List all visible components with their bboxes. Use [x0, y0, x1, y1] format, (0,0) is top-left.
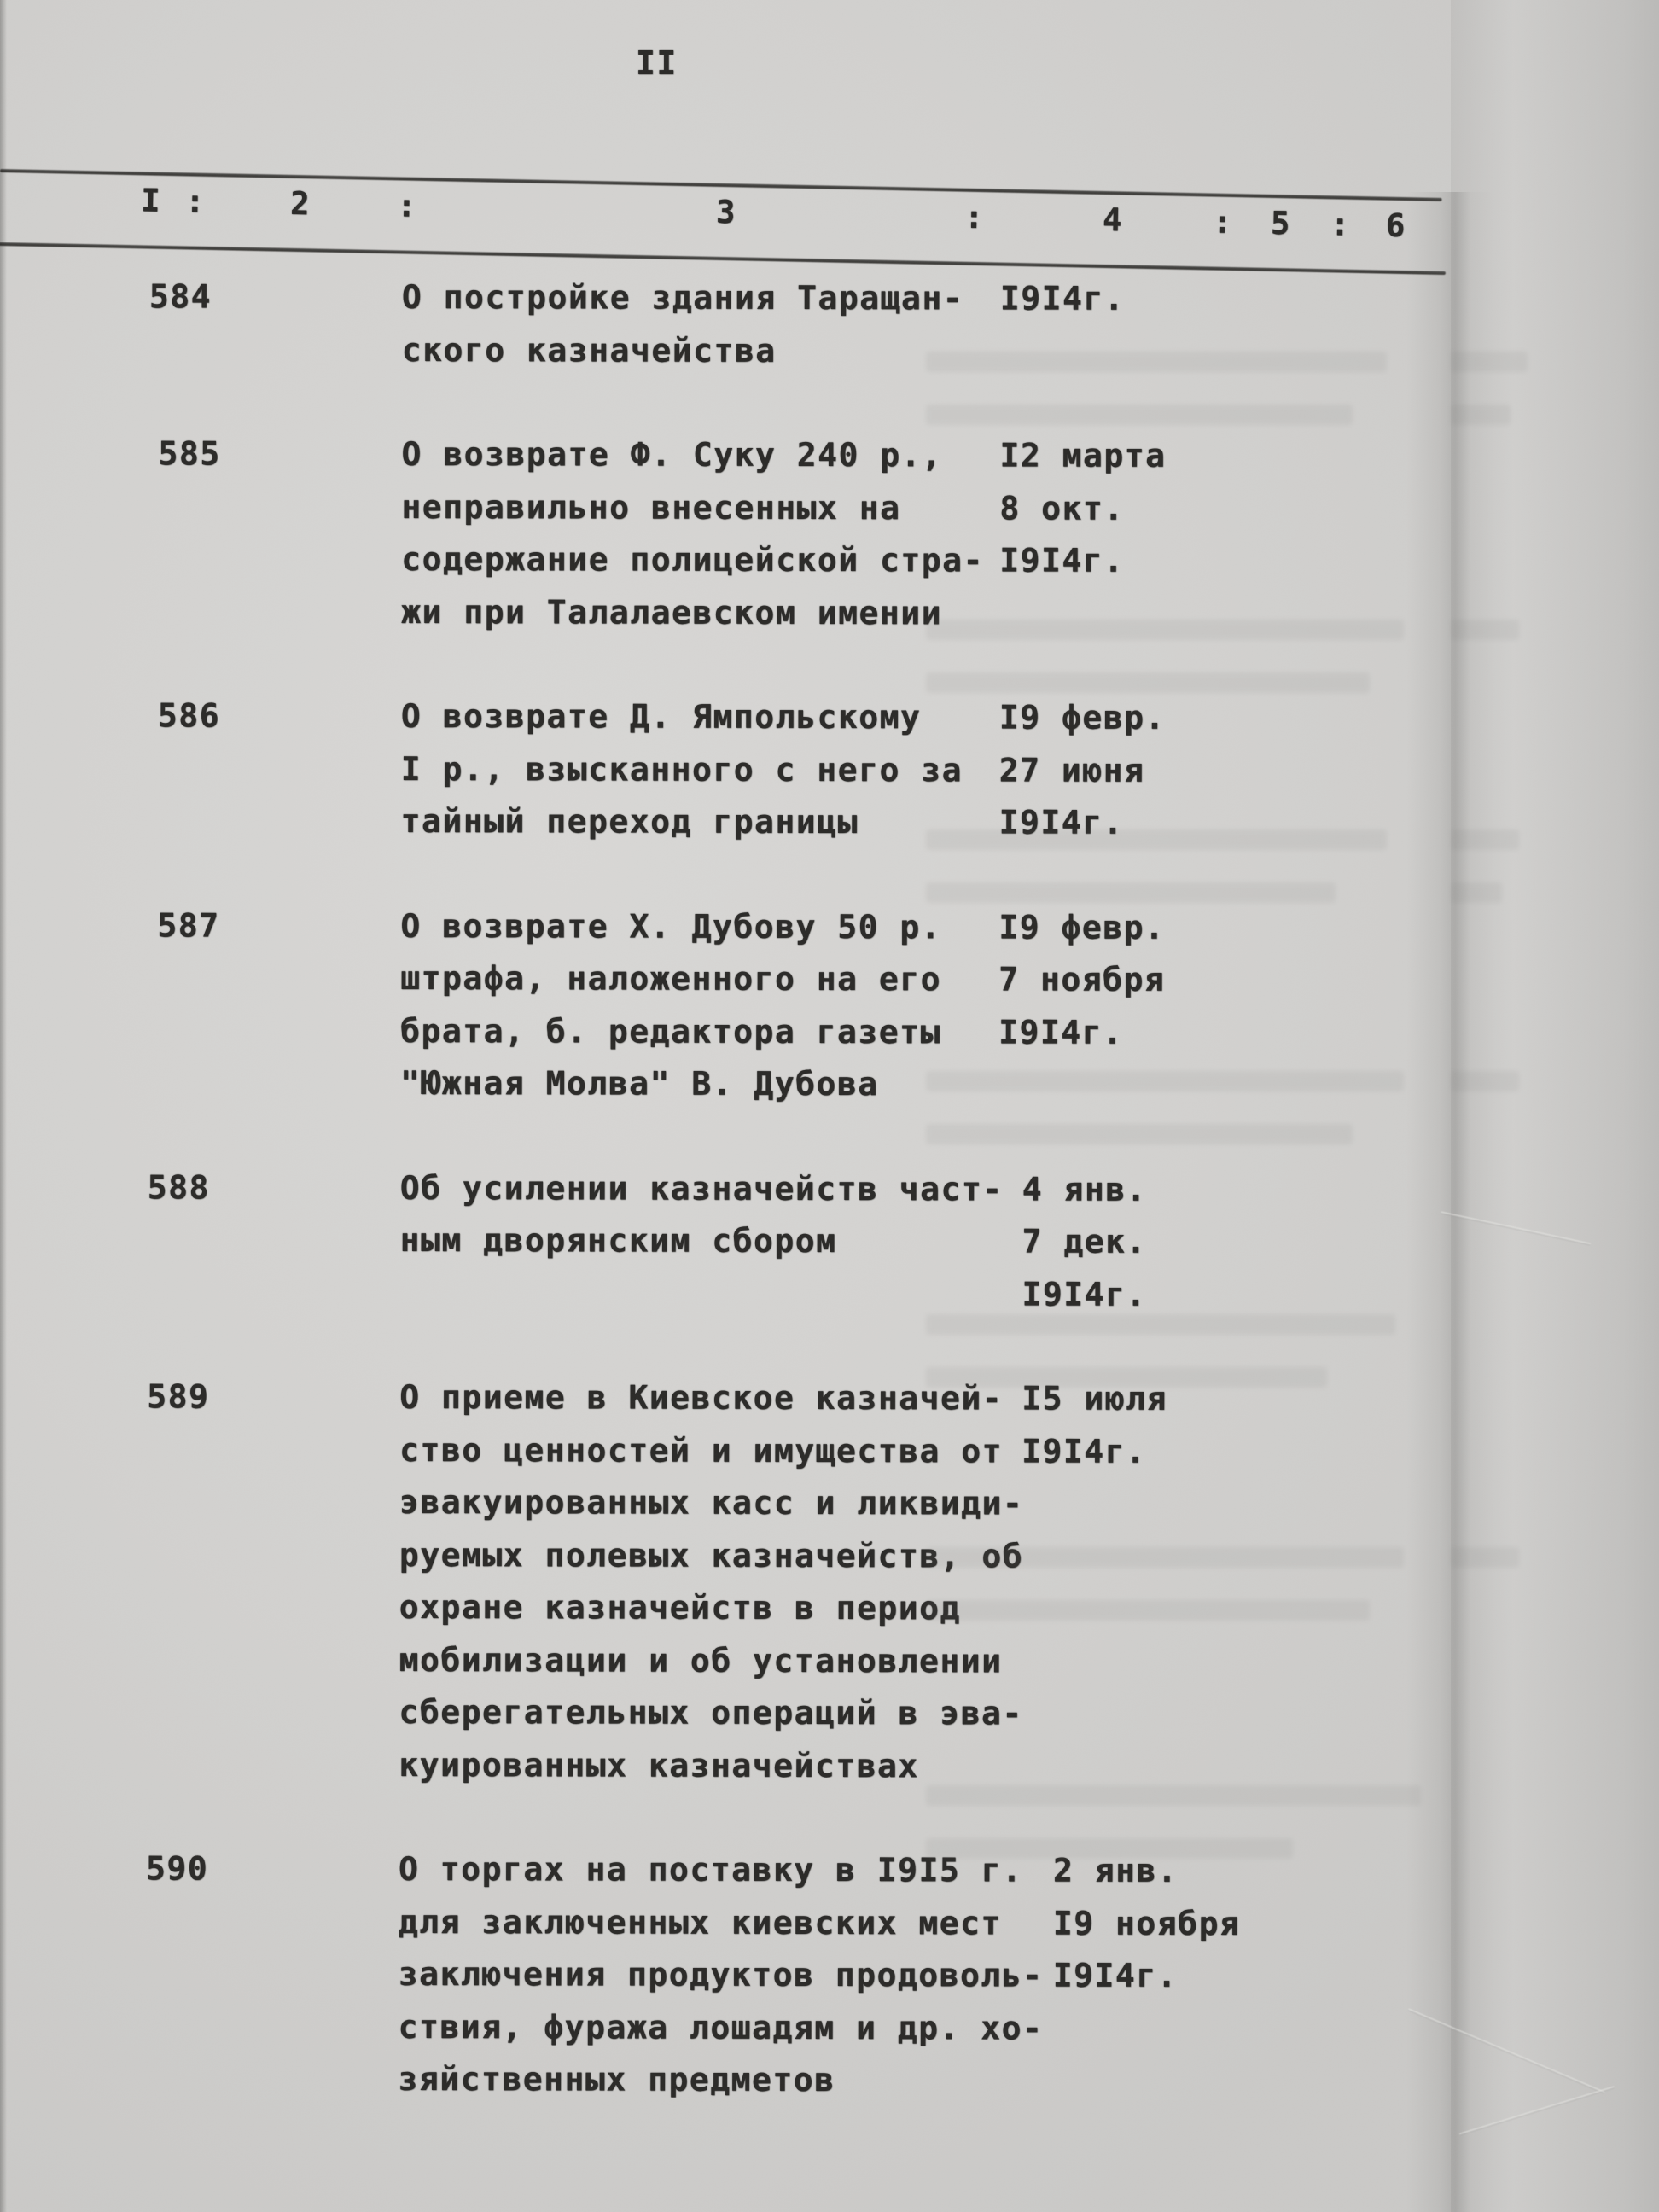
inventory-entry — [0, 1161, 1657, 1322]
entry-description-line: ным дворянским сбором — [399, 1220, 837, 1260]
page-number: II — [636, 44, 678, 82]
inventory-entry — [0, 1842, 1656, 2109]
inventory-entry — [0, 690, 1658, 851]
entry-description-line: эвакуированных касс и ликвиди- — [399, 1482, 1024, 1522]
entry-description-line: ство ценностей и имущества от — [399, 1430, 1004, 1470]
entry-date-line: 7 ноября — [998, 960, 1166, 998]
entry-description-line: О возврате Ф. Суку 240 р., — [401, 434, 943, 474]
entry-date-line: I2 марта — [999, 436, 1167, 474]
entry-description-line: для заключенных киевских мест — [398, 1902, 1002, 1941]
entry-description-line: жи при Талалаевском имении — [401, 592, 943, 632]
entry-description-line: "Южная Молва" В. Дубова — [399, 1063, 879, 1103]
entry-description-line: ствия, фуража лошадям и др. хо- — [398, 2007, 1044, 2047]
entry-date-line: I9I4г. — [1022, 1275, 1147, 1313]
entry-number: 586 — [157, 696, 221, 735]
column-separator: : — [184, 183, 207, 220]
column-number: 3 — [715, 193, 737, 231]
column-number: 6 — [1385, 207, 1407, 245]
entry-description-line: сберегательных операций в эва- — [399, 1692, 1023, 1732]
entry-date-line: I9I4г. — [998, 1012, 1124, 1051]
entry-number: 587 — [157, 905, 220, 945]
entry-date-line: I9 февр. — [998, 907, 1166, 946]
entry-description-line: Об усилении казначейств част- — [399, 1168, 1004, 1208]
entry-description-line: О возврате Х. Дубову 50 р. — [400, 906, 942, 946]
entry-date-line: 7 дек. — [1022, 1222, 1147, 1260]
inventory-entry — [0, 428, 1659, 641]
entry-dates — [1022, 1163, 1147, 1321]
column-number: I — [140, 182, 162, 219]
entry-number: 589 — [147, 1377, 210, 1416]
entry-description-line: О торгах на поставку в I9I5 г. — [399, 1849, 1023, 1889]
entry-description-line: О приеме в Киевское казначей- — [399, 1377, 1004, 1417]
entry-description-line: руемых полевых казначейств, об — [399, 1535, 1024, 1575]
entry-number: 588 — [147, 1167, 210, 1207]
entry-date-line: I9I4г. — [1022, 1432, 1147, 1470]
entry-number: 584 — [148, 277, 212, 316]
column-separator: : — [1330, 206, 1352, 243]
entry-description-line: неправильно внесенных на — [401, 487, 901, 527]
inventory-entry — [0, 1371, 1656, 1794]
column-separator: : — [963, 198, 986, 236]
entry-description-line: куированных казначействах — [399, 1745, 919, 1784]
inventory-entries — [0, 271, 1659, 2161]
entry-date-line: I9 февр. — [998, 698, 1166, 736]
entry-description-line: мобилизации и об установлении — [399, 1640, 1003, 1679]
entry-description-line: ского казначейства — [401, 330, 777, 370]
entry-description-line: брата, б. редактора газеты — [400, 1011, 942, 1051]
entry-date-line: I9I4г. — [999, 279, 1126, 317]
entry-date-line: I9 ноября — [1052, 1904, 1241, 1942]
entry-date-line: I9I4г. — [999, 541, 1125, 579]
entry-description-line: I р., взысканного с него за — [400, 749, 963, 789]
entry-date-line: 4 янв. — [1022, 1170, 1148, 1208]
entry-dates — [998, 901, 1165, 1059]
entry-description-line: тайный переход границы — [400, 801, 859, 841]
column-separator: : — [1212, 203, 1234, 242]
entry-number: 585 — [158, 434, 221, 473]
entry-number: 590 — [146, 1849, 209, 1888]
column-number: 2 — [289, 184, 311, 223]
entry-description-line: О возврате Д. Ямпольскому — [400, 696, 922, 736]
entry-dates — [1053, 1845, 1241, 2003]
entry-dates — [1022, 1373, 1167, 1478]
entry-description-line: штрафа, наложенного на его — [400, 958, 942, 998]
entry-date-line: I9I4г. — [1052, 1956, 1179, 1994]
entry-date-line: 8 окт. — [999, 488, 1125, 527]
entry-date-line: 2 янв. — [1053, 1851, 1179, 1889]
entry-description-line: зяйственных предметов — [398, 2059, 835, 2099]
column-separator: : — [396, 187, 418, 224]
inventory-entry — [0, 271, 1659, 379]
entry-description-line: охране казначейств в период — [399, 1587, 961, 1627]
entry-date-line: 27 июня — [998, 750, 1145, 789]
entry-dates — [1000, 272, 1125, 325]
entry-dates — [999, 691, 1166, 849]
entry-date-line: I9I4г. — [998, 803, 1124, 841]
column-number: 5 — [1270, 204, 1292, 242]
entry-description-line: О постройке здания Таращан- — [401, 277, 964, 317]
inventory-entry — [0, 899, 1657, 1112]
entry-dates — [999, 429, 1166, 587]
entry-description-line: заключения продуктов продоволь- — [398, 1954, 1044, 1994]
entry-description — [398, 1843, 1656, 2109]
entry-description-line: содержание полицейской стра- — [401, 539, 984, 579]
entry-date-line: I5 июля — [1022, 1379, 1167, 1417]
column-number: 4 — [1102, 201, 1124, 239]
